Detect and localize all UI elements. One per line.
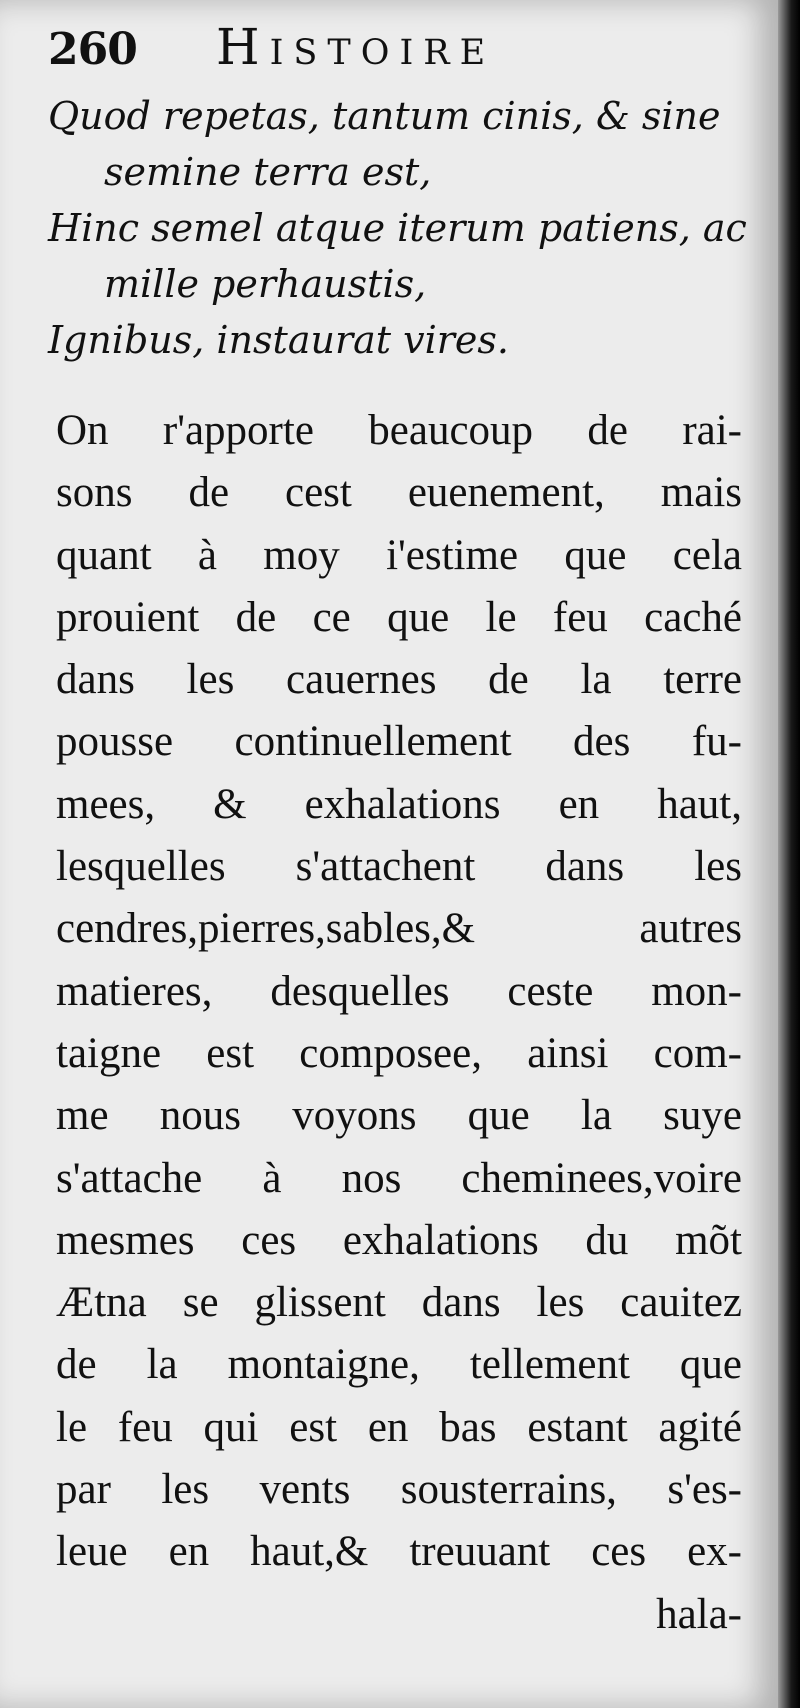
text-line: mesmes ces exhalations du mõt [56,1216,742,1264]
latin-verse [48,88,748,368]
verse-line: Ignibus, instaurat vires. [48,318,509,362]
text-line: le feu qui est en bas estant agité [56,1403,742,1451]
text-line: mees, & exhalations en haut, [56,780,742,828]
text-line: de la montaigne, tellement que [56,1341,742,1389]
text-line: s'attache à nos cheminees,voire [56,1154,742,1202]
page-header [48,18,748,78]
text-line: pousse continuellement des fu- [56,718,742,766]
text-line: dans les cauernes de la terre [56,656,742,704]
page-edge-shadow [778,0,800,1708]
text-line: taigne est composee, ainsi com- [56,1029,742,1077]
verse-line: mille perhaustis, [104,262,427,306]
text-line: quant à moy i'estime que cela [56,531,742,579]
text-line: prouient de ce que le feu caché [56,593,742,641]
page-number: 260 [48,24,137,75]
running-head: Histoire [216,18,496,76]
text-line: lesquelles s'attachent dans les [56,843,742,891]
text-line: me nous voyons que la suye [56,1092,742,1140]
verse-line: Hinc semel atque iterum patiens, ac [48,206,747,250]
text-line: cendres,pierres,sables,& autres [56,905,742,953]
body-paragraph [56,400,742,1646]
text-line: par les vents sousterrains, s'es- [56,1466,742,1514]
text-line: matieres, desquelles ceste mon- [56,967,742,1015]
verse-line: Quod repetas, tantum cinis, & sine [48,94,721,138]
text-line: On r'apporte beaucoup de rai- [56,407,742,454]
text-line: leue en haut,& treuuant ces ex- [56,1528,742,1576]
text-line: Ætna se glissent dans les cauitez [56,1279,742,1327]
text-line: hala- [656,1590,742,1638]
verse-line: semine terra est, [104,150,432,194]
text-line: sons de cest euenement, mais [56,469,742,517]
